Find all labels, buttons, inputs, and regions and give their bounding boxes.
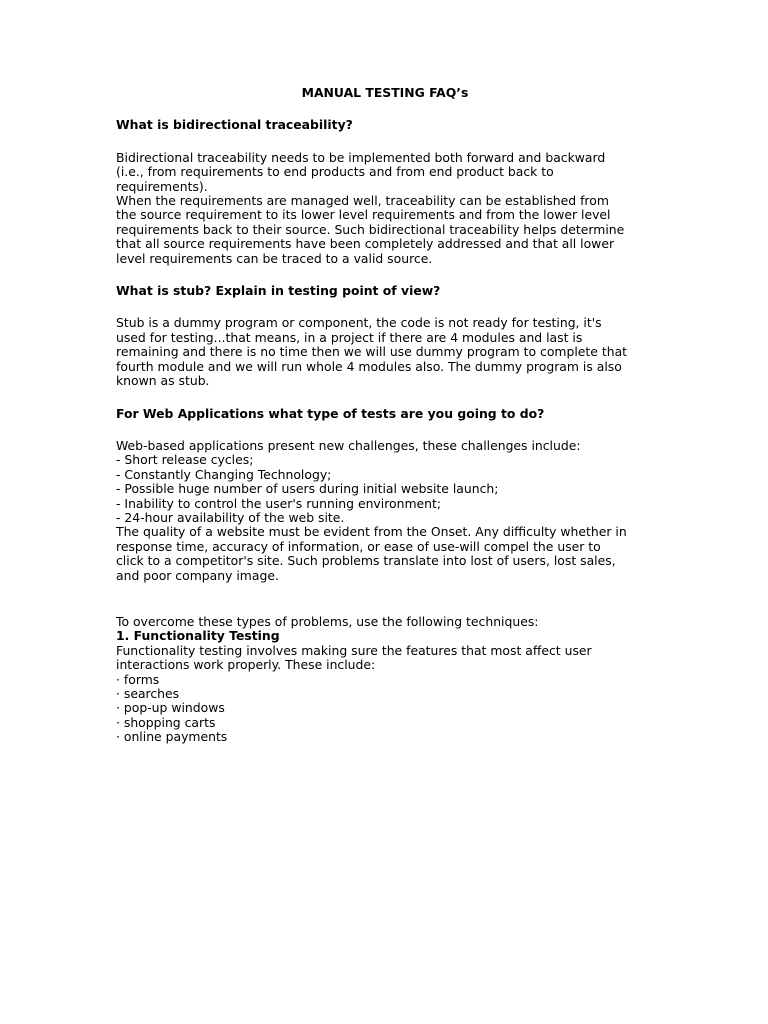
list-item: - 24-hour availability of the web site. xyxy=(116,509,345,525)
list-item: - Inability to control the user's running environment; xyxy=(116,495,442,511)
answer-line: that all source requirements have been completely addressed and that all lower xyxy=(116,236,615,252)
paragraph-line: click to a competitor's site. Such problems translate into lost of users, lost sales, xyxy=(116,553,616,569)
web-challenges-intro: Web-based applications present new challenges, these challenges include: xyxy=(116,437,581,453)
answer-line: level requirements can be traced to a valid source. xyxy=(116,250,433,266)
list-item: · online payments xyxy=(116,729,228,745)
list-item: · pop-up windows xyxy=(116,700,225,716)
document-title: MANUAL TESTING FAQ’s xyxy=(301,85,469,100)
paragraph-line: and poor company image. xyxy=(116,567,279,583)
answer-line: used for testing...that means, in a project if there are 4 modules and last is xyxy=(116,329,583,345)
list-item: · searches xyxy=(116,686,180,701)
website-quality-paragraph xyxy=(116,525,656,583)
paragraph-line: response time, accuracy of information, or ease of use-will compel the user to xyxy=(116,538,601,554)
functionality-features-list xyxy=(116,673,656,745)
functionality-testing-description xyxy=(116,644,656,673)
list-item: - Constantly Changing Technology; xyxy=(116,466,332,482)
answer-line: Stub is a dummy program or component, the code is not ready for testing, it's xyxy=(116,315,602,331)
paragraph-line: Functionality testing involves making sure the features that most affect user xyxy=(116,642,592,658)
answer-line: Bidirectional traceability needs to be implemented both forward and backward xyxy=(116,149,606,165)
question-bidirectional-traceability: What is bidirectional traceability? xyxy=(116,117,353,133)
document-body xyxy=(116,86,656,745)
answer-line: (i.e., from requirements to end products and from end product back to xyxy=(116,164,554,180)
list-item: · shopping carts xyxy=(116,714,216,730)
answer-bidirectional-traceability xyxy=(116,151,656,266)
answer-line: remaining and there is no time then we will use dummy program to complete that xyxy=(116,344,628,360)
list-item: · forms xyxy=(116,671,160,687)
answer-line: requirements). xyxy=(116,178,208,194)
answer-line: the source requirement to its lower level requirements and from the lower level xyxy=(116,207,611,223)
list-item: - Short release cycles; xyxy=(116,452,254,468)
functionality-testing-heading: 1. Functionality Testing xyxy=(116,628,280,644)
overcome-problems-text: To overcome these types of problems, use the following techniques: xyxy=(116,613,539,629)
question-web-application-tests: For Web Applications what type of tests are you going to do? xyxy=(116,405,545,421)
paragraph-line: The quality of a website must be evident from the Onset. Any difficulty whether in xyxy=(116,524,627,540)
question-stub: What is stub? Explain in testing point of view? xyxy=(116,283,441,299)
answer-line: requirements back to their source. Such bidirectional traceability helps determine xyxy=(116,221,625,237)
answer-line: When the requirements are managed well, traceability can be established from xyxy=(116,193,609,209)
paragraph-line: interactions work properly. These include: xyxy=(116,657,376,673)
answer-stub xyxy=(116,316,656,388)
web-challenges-list xyxy=(116,453,656,525)
list-item: - Possible huge number of users during initial website launch; xyxy=(116,481,499,497)
answer-line: fourth module and we will run whole 4 modules also. The dummy program is also xyxy=(116,358,622,374)
answer-line: known as stub. xyxy=(116,373,210,389)
